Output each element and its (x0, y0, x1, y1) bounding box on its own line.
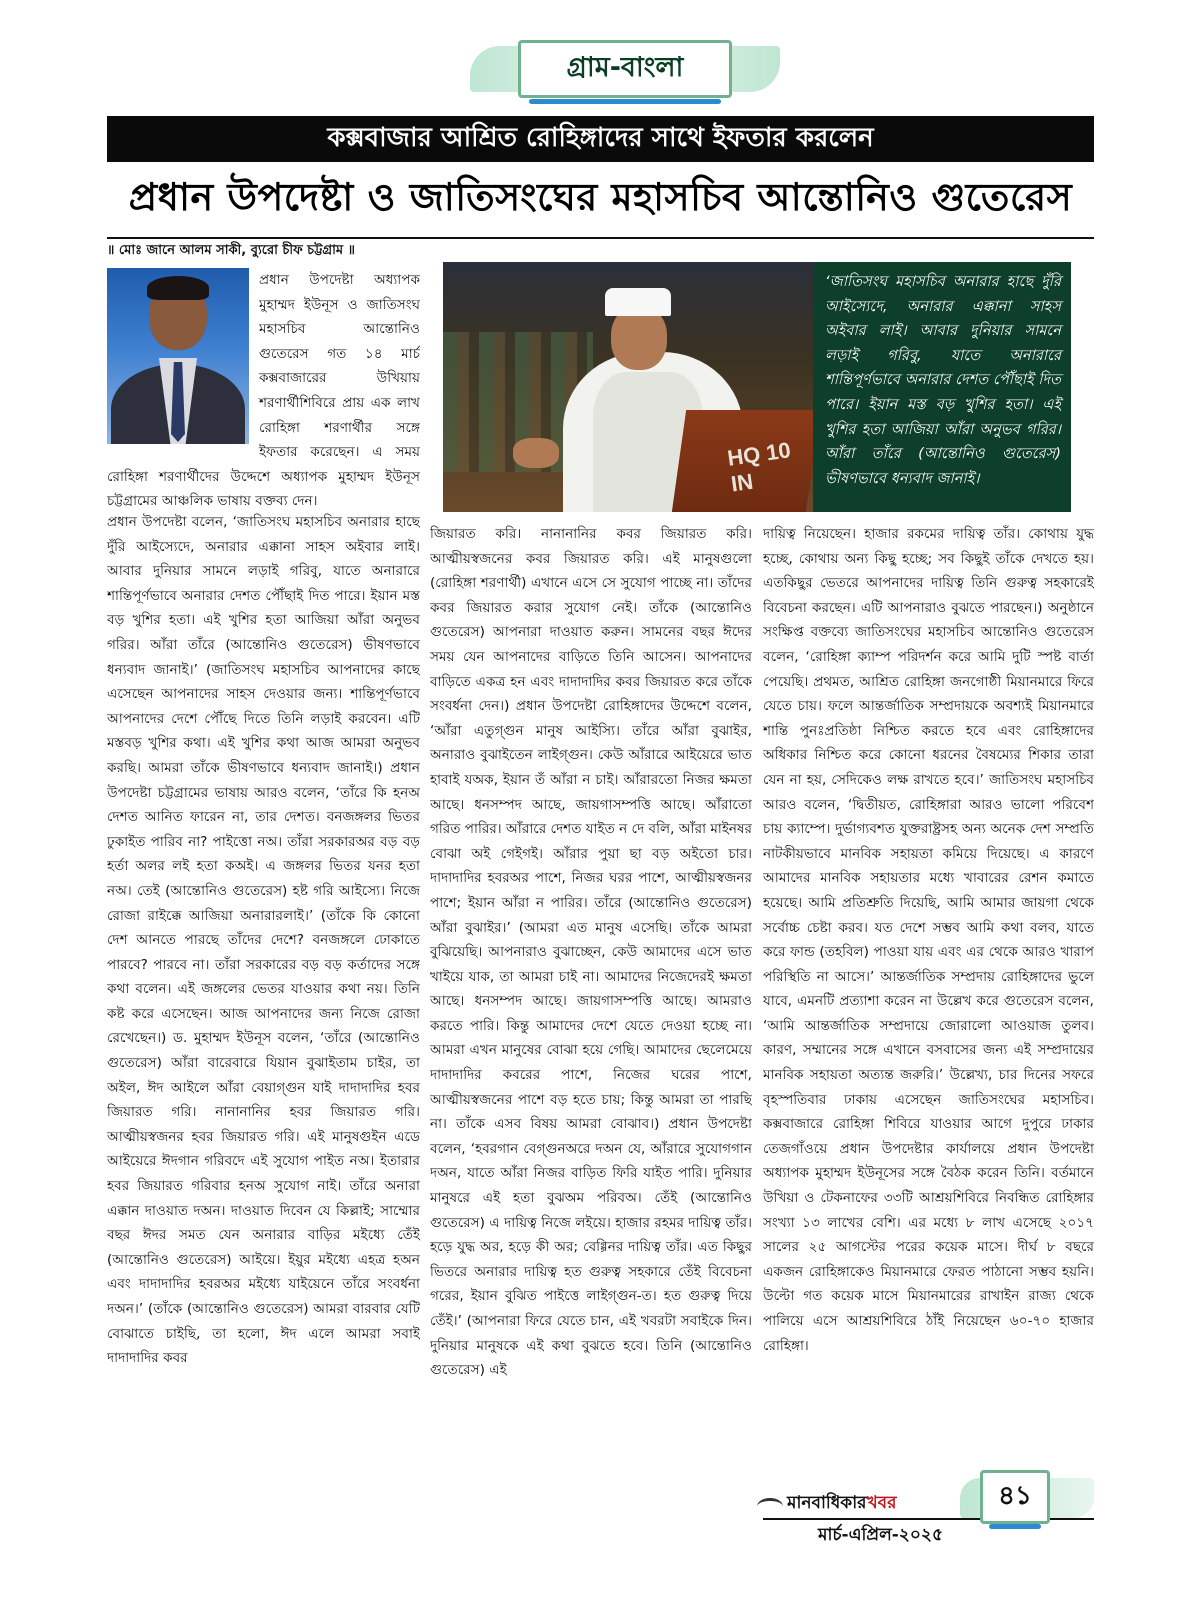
page-tab-box (980, 1470, 1050, 1524)
column-3-text: দায়িত্ব নিয়েছেন। হাজার রকমের দায়িত্ব তাঁর। কোথায় যুদ্ধ হচ্ছে, কোথায় অন্য কিছু হচ্ছে; সব কিছুই তাঁকে দেখতে হয়। এতকিছুর ভেতরে আপনাদের দায়িত্ব তিনি গুরুত্ব সহকারেই বিবেচনা করছেন। এটি আপনারাও বুঝতে পারছেন।) অনুষ্ঠানে সংক্ষিপ্ত বক্তব্যে জাতিসংঘের মহাসচিব আন্তোনিও গুতেরেস বলেন, ‘রোহিঙ্গা ক্যাম্প পরিদর্শন করে আমি দুটি স্পষ্ট বার্তা পেয়েছি। প্রথমত, আশ্রিত রোহিঙ্গা জনগোষ্ঠী মিয়ানমারে ফিরে যেতে চায়। ফলে আন্তর্জাতিক সম্প্রদায়কে অবশ্যই মিয়ানমারে শান্তি পুনঃপ্রতিষ্ঠা নিশ্চিত করতে হবে এবং রোহিঙ্গাদের অধিকার নিশ্চিত করে কোনো ধরনের বৈষম্যের শিকার তারা যেন না হয়, সেদিকেও লক্ষ রাখতে হবে।’ জাতিসংঘ মহাসচিব আরও বলেন, ‘দ্বিতীয়ত, রোহিঙ্গারা আরও ভালো পরিবেশ চায় ক্যাম্পে। দুর্ভাগ্যবশত যুক্তরাষ্ট্রসহ অন্য অনেক দেশ সম্প্রতি নাটকীয়ভাবে মানবিক সহায়তা কমিয়ে দিয়েছে। এ কারণে আমাদের মানবিক সহায়তার মধ্যে খাবারের রেশন কমাতে হয়েছে। আমি প্রতিশ্রুতি দিয়েছি, আমি আমার জায়গা থেকে সর্বোচ্চ চেষ্টা করব। যত দেশে সম্ভব আমি কথা বলব, যাতে করে ফান্ড (তহবিল) পাওয়া যায় এবং এর থেকে আরও খারাপ পরিস্থিতি না আসে।’ আন্তর্জাতিক সম্প্রদায় রোহিঙ্গাদের ভুলে যাবে, এমনটি প্রত্যাশা করেন না উল্লেখ করে গুতেরেস বলেন, ‘আমি আন্তর্জাতিক সম্প্রদায়ে জোরালো আওয়াজ তুলব। কারণ, সম্মানের সঙ্গে এখানে বসবাসের জন্য এই সম্প্রদায়ের মানবিক সহায়তা অত্যন্ত জরুরি।’ উল্লেখ্য, চার দিনের সফরে বৃহস্পতিবার ঢাকায় এসেছেন জাতিসংঘের মহাসচিব। কক্সবাজারে রোহিঙ্গা শিবিরে যাওয়ার আগে দুপুরে ঢাকার তেজগাঁওয়ে প্রধান উপদেষ্টার কার্যালয়ে প্রধান উপদেষ্টা অধ্যাপক মুহাম্মদ ইউনূসের সঙ্গে বৈঠক করেন তিনি। বর্তমানে উখিয়া ও টেকনাফের ৩৩টি আশ্রয়শিবিরে নিবন্ধিত রোহিঙ্গার সংখ্যা ১৩ লাখের বেশি। এর মধ্যে ৮ লাখ এসেছে ২০১৭ সালের ২৫ আগস্টের পরের কয়েক মাসে। দীর্ঘ ৮ বছরে একজন রোহিঙ্গাকেও মিয়ানমারে ফেরত পাঠানো সম্ভব হয়নি। উল্টো গত কয়েক মাসে মিয়ানমারের রাখাইন রাজ্য থেকে পালিয়ে এসে আশ্রয়শিবিরে ঠাঁই নিয়েছেন ৬০-৭০ হাজার রোহিঙ্গা। (763, 526, 1094, 1354)
bird-logo-icon (755, 1494, 785, 1518)
article-byline: ॥ মোঃ জানে আলম সাকী, ব্যুরো চীফ চট্টগ্রাম ॥ (107, 243, 355, 258)
column-1-body (107, 510, 420, 1450)
column-2-text: জিয়ারত করি। নানানানির কবর জিয়ারত করি। আত্মীয়স্বজনের কবর জিয়ারত করি। এই মানুষগুলো (রোহিঙ্গা শরণার্থী) এখানে এসে সে সুযোগ পাচ্ছে না। তাঁদের কবর জিয়ারত করার সুযোগ নেই। তাঁকে (আন্তোনিও গুতেরেস) আপনারা দাওয়াত করুন। সামনের বছর ঈদের সময় যেন আপনাদের বাড়িতে তিনি আসেন। আপনাদের বাড়িতে একত্র হন এবং দাদাদাদির কবর জিয়ারত করে তাঁকে সংবর্ধনা দেন।) প্রধান উপদেষ্টা রোহিঙ্গাদের উদ্দেশে বলেন, ‘আঁরা এতুগ্গুন মানুষ আইস্যি। তাঁরে আঁরা বুঝাইর, অনারাও বুঝাইতেন লাইগ্গুন। কেউ আঁরারে আইয়েরে ভাত হাবাই যঅক, ইয়ান তঁ আঁরা ন চাই। আঁরারতো নিজর ক্ষমতা আছে। ধনসম্পদ আছে, জায়গাসম্পত্তি আছে। আঁরাতো গরিত পারির। আঁরারে দেশত যাইত ন দে বলি, আঁরা মাইনষর বোঝা অই গেইগই। আঁরার পুয়া ছা বড় অইতো চার। দাদাদাদির হবরঅর পাশে, নিজর ঘরর পাশে, আত্মীয়স্বজনর পাশে; ইয়ান আঁরা ন পারির। তাঁরে (আন্তোনিও গুতেরেস) আঁরা বুঝাইর।’ (আমরা এত মানুষ এসেছি। তাঁকে আমরা বুঝিয়েছি। আপনারাও বুঝাচ্ছেন, কেউ আমাদের এসে ভাত খাইয়ে যাক, তা আমরা চাই না। আমাদের নিজেদেরই ক্ষমতা আছে। ধনসম্পদ আছে। জায়গাসম্পত্তি আছে। আমরাও করতে পারি। কিন্তু আমাদের দেশে যেতে দেওয়া হচ্ছে না। আমরা এখন মানুষের বোঝা হয়ে গেছি। আমাদের ছেলেমেয়ে দাদাদাদির কবরের পাশে, নিজের ঘরের পাশে, আত্মীয়স্বজনের পাশে বড় হতে চায়; কিন্তু আমরা তা পারছি না। তাঁকে এসব বিষয় আমরা বোঝাব।) প্রধান উপদেষ্টা বলেন, ‘হবরগান বেগ্গুনঅরে দঅন যে, আঁরারে সুযোগগান দঅন, যাতে আঁরা নিজর বাড়িত ফিরি যাইত পারি। দুনিয়ার মানুষরে এই হতা বুঝঅম পরিবঅ। তেঁই (আন্তোনিও গুতেরেস) এ দায়িত্ব নিজে লইয়ে। হাজার রহমর দায়িত্ব তাঁর। হড়ে যুদ্ধ অর, হড়ে কী অর; বেগ্গিনর দায়িত্ব তাঁর। এত কিছুর ভিতরে অনারার দায়িত্ব হত গুরুত্ব সহকারে তেঁই বিবেচনা গরের, ইয়ান বুঝিত পাইত্তে লাইগ্গুন-ত। হত গুরুত্ব দিয়ে তেঁই।’ (আপনারা ফিরে যেতে চান, এই খবরটা সবাইকে দিন। দুনিয়ার মানুষকে এই কথা বুঝতে হবে। তিনি (আন্তোনিও গুতেরেস) এই (430, 526, 752, 1379)
pull-quote (813, 262, 1071, 512)
headline-divider (107, 237, 1094, 239)
column-2 (430, 522, 752, 1450)
section-tab (470, 40, 780, 102)
article-headline: প্রধান উপদেষ্টা ও জাতিসংঘের মহাসচিব আন্তোনিও গুতেরেস (128, 175, 1073, 219)
page-number-tab (960, 1470, 1094, 1526)
footer-brand (755, 1486, 955, 1518)
column-1-text: প্রধান উপদেষ্টা বলেন, ‘জাতিসংঘ মহাসচিব অনারার হাছে দুঁরি আইস্যেদে, অনারার এক্কানা সাহস অইবার লাই। আবার দুনিয়ার সামনে লড়াই গরিবু, যাতে অনারারে শান্তিপূর্ণভাবে অনারার দেশত পৌঁছাই দিত পারে। ইয়ান মস্ত বড় খুশির হতা। এই খুশির হতা আজিয়া আঁরা অনুভব গরির। আঁরা তাঁরে (আন্তোনিও গুতেরেস) ভীষণভাবে ধন্যবাদ জানাই।’ (জাতিসংঘ মহাসচিব আপনাদের কাছে এসেছেন আপনাদের সাহস দেওয়ার জন্য। শান্তিপূর্ণভাবে আপনাদের দেশে পৌঁছে দিতে তিনি লড়াই করবেন। এটি মস্তবড় খুশির কথা। এই খুশির কথা আজ আমরা অনুভব করছি। আমরা তাঁকে ভীষণভাবে ধন্যবাদ জানাই।) প্রধান উপদেষ্টা চট্টগ্রামের ভাষায় আরও বলেন, ‘তাঁরে কি হনঅ দেশত আনিত ফারেন না, তার দেশত। বনজঙ্গলর ভিতর ঢুকাইত পারিব না? পাইত্তো নঅ। তাঁরা সরকারঅর বড় বড় হর্তা অলর লই হতা কঅই। এ জঙ্গলর ভিতর যনর হতা নঅ। তেই (আন্তোনিও গুতেরেস) হষ্ট গরি আইস্যে। নিজে রোজা রাইক্কে আজিয়া অনারারলাই।’ (তাঁকে কি কোনো দেশ আনতে পারছে তাঁদের দেশে? বনজঙ্গলে ঢোকাতে পারবে? পারবে না। তাঁরা সরকারের বড় বড় কর্তাদের সঙ্গে কথা বলেন। এই জঙ্গলের ভেতর যাওয়ার কথা নয়। তিনি কষ্ট করে এসেছেন। আজ আপনাদের জন্য নিজে রোজা রেখেছেন।) ড. মুহাম্মদ ইউনূস বলেন, ‘তাঁরে (আন্তোনিও গুতেরেস) আঁরা বারেবারে যিয়ান বুঝাইতাম চাইর, তা অইল, ঈদ আইলে আঁরা বেয়াগ্গুন যাই দাদাদাদির হবর জিয়ারত গরি। নানানানির হবর জিয়ারত গরি। আত্মীয়স্বজনর হবর জিয়ারত গরি। এই মানুষগুইন এডে আইয়েরে ঈদগান গরিবদে এই সুযোগ পাইত নঅ। ইতারার হবর জিয়ারত গরিবার হনঅ সুযোগ নাই। তাঁরে অনারা এক্কান দাওয়াত দঅন। দাওয়াত দিবেন যে কিল্লাই; সাম্মোর বছর ঈদর সমত যেন অনারার বাড়ির মইধ্যে তেঁই (আন্তোনিও গুতেরেস) আইয়ে। ইয়ুর মইধ্যে এহত্র হঅন এবং দাদাদাদির হবরঅর মইধ্যে যাইয়েনে তাঁরে সংবর্ধনা দঅন।’ (তাঁকে (আন্তোনিও গুতেরেস) আমরা বারবার যেটি বোঝাতে চাইছি, তা হলো, ঈদ এলে আমরা সবাই দাদাদাদির কবর (107, 514, 420, 1367)
issue-date: মার্চ-এপ্রিল-২০২৫ (818, 1525, 943, 1545)
article-kicker: কক্সবাজার আশ্রিত রোহিঙ্গাদের সাথে ইফতার করলেন (327, 123, 874, 153)
kicker-bar (107, 116, 1094, 162)
event-photo (443, 262, 813, 512)
page-number: ৪১ (998, 1481, 1032, 1511)
brand-name-part1: মানবাধিকার (787, 1493, 867, 1513)
column-3 (763, 522, 1094, 1462)
photo-speaker-hand (513, 438, 559, 468)
photo-hair (147, 276, 209, 300)
section-label: গ্রাম-বাংলা (566, 51, 684, 83)
photo-speaker-cap (605, 288, 671, 316)
photo-podium-label: HQ 10 IN (725, 437, 793, 497)
headline (107, 168, 1094, 232)
intro-paragraph: প্রধান উপদেষ্টা অধ্যাপক মুহাম্মদ ইউনূস ও জাতিসংঘ মহাসচিব আন্তোনিও গুতেরেস গত ১৪ মার্চ কক্সবাজারের উখিয়ায় শরণার্থীশিবিরে প্রায় এক লাখ রোহিঙ্গা শরণার্থীর সঙ্গে ইফতার করেছেন। এ সময় রোহিঙ্গা শরণার্থীদের উদ্দেশে অধ্যাপক মুহাম্মদ ইউনূস চট্টগ্রামের আঞ্চলিক ভাষায় বক্তব্য দেন। (107, 272, 420, 510)
reporter-photo (107, 268, 249, 444)
brand-name-part2: খবর (866, 1493, 897, 1513)
section-tab-box (518, 40, 732, 98)
pull-quote-text: ‘জাতিসংঘ মহাসচিব অনারার হাছে দুঁরি আইস্যেদে, অনারার এক্কানা সাহস অইবার লাই। আবার দুনিয়ার সামনে লড়াই গরিবু, যাতে অনারারে শান্তিপূর্ণভাবে অনারার দেশত পৌঁছাই দিত পারে। ইয়ান মস্ত বড় খুশির হতা। এই খুশির হতা আজিয়া আঁরা অনুভব গরির। আঁরা তাঁরে (আন্তোনিও গুতেরেস) ভীষণভাবে ধন্যবাদ জানাই। (825, 273, 1061, 487)
